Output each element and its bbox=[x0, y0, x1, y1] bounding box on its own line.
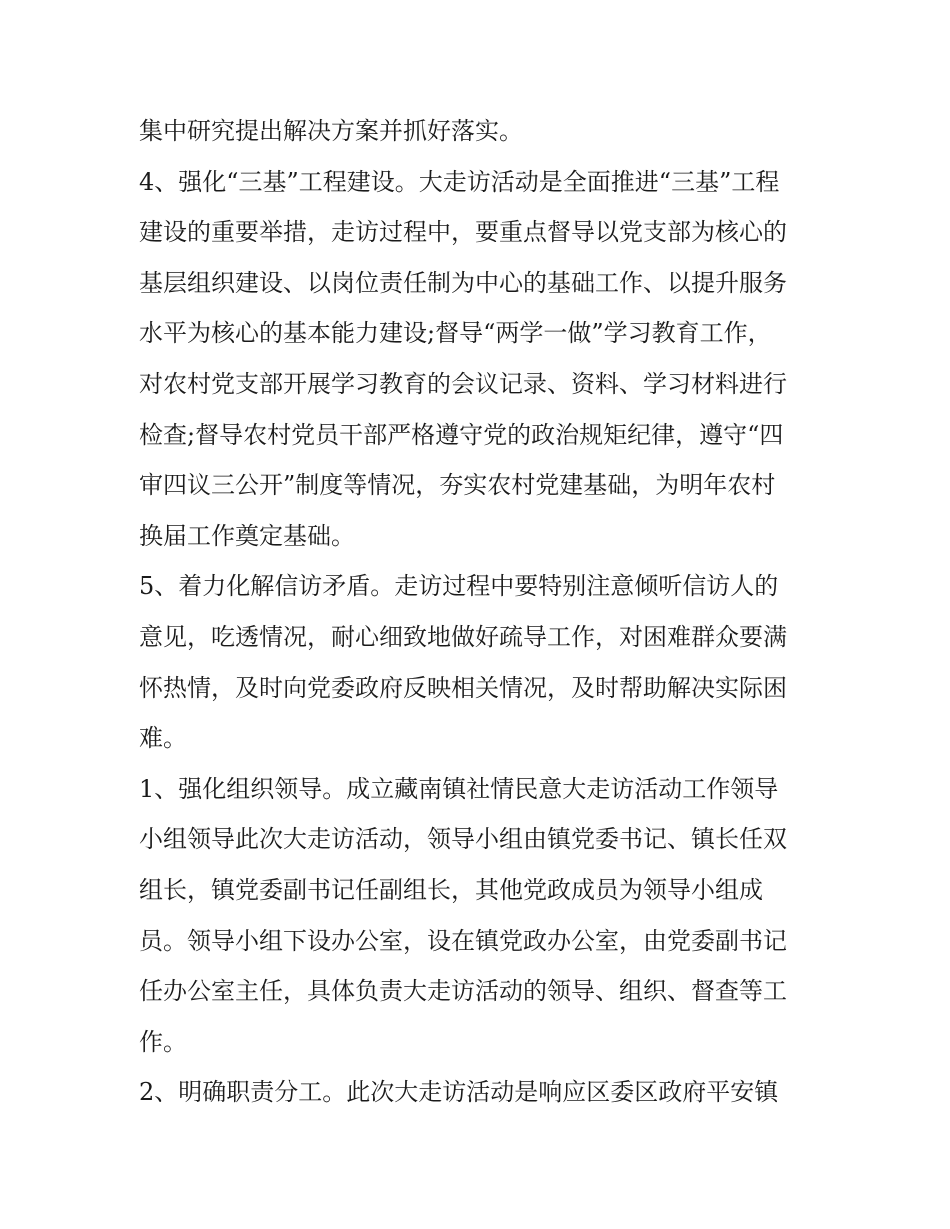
text-line: 1、强化组织领导。成立藏南镇社情民意大走访活动工作领导 bbox=[139, 774, 779, 803]
text-line: 难。 bbox=[139, 724, 187, 753]
text-line: 2、明确职责分工。此次大走访活动是响应区委区政府平安镇 bbox=[139, 1078, 779, 1107]
text-line: 审四议三公开”制度等情况，夯实农村党建基础，为明年农村 bbox=[139, 471, 776, 500]
text-line: 员。领导小组下设办公室，设在镇党政办公室，由党委副书记 bbox=[139, 926, 787, 955]
text-line: 组长，镇党委副书记任副组长，其他党政成员为领导小组成 bbox=[139, 875, 763, 904]
text-line: 作。 bbox=[139, 1027, 187, 1056]
text-line: 集中研究提出解决方案并抓好落实。 bbox=[139, 117, 523, 145]
text-line: 5、着力化解信访矛盾。走访过程中要特别注意倾听信访人的 bbox=[139, 572, 779, 601]
text-line: 水平为核心的基本能力建设;督导“两学一做”学习教育工作， bbox=[139, 319, 772, 348]
text-line: 小组领导此次大走访活动，领导小组由镇党委书记、镇长任双 bbox=[139, 825, 787, 854]
text-line: 检查;督导农村党员干部严格遵守党的政治规矩纪律，遵守“四 bbox=[139, 420, 784, 449]
text-line: 建设的重要举措，走访过程中，要重点督导以党支部为核心的 bbox=[139, 218, 787, 247]
text-line: 怀热情，及时向党委政府反映相关情况，及时帮助解决实际困 bbox=[139, 673, 787, 702]
document-body bbox=[139, 106, 819, 1118]
text-line: 换届工作奠定基础。 bbox=[139, 521, 355, 550]
text-line: 基层组织建设、以岗位责任制为中心的基础工作、以提升服务 bbox=[139, 268, 787, 297]
text-line: 对农村党支部开展学习教育的会议记录、资料、学习材料进行 bbox=[139, 369, 787, 398]
text-line: 任办公室主任，具体负责大走访活动的领导、组织、督查等工 bbox=[139, 977, 787, 1006]
text-line: 4、强化“三基”工程建设。大走访活动是全面推进“三基”工程 bbox=[139, 167, 780, 196]
text-line: 意见，吃透情况，耐心细致地做好疏导工作，对困难群众要满 bbox=[139, 622, 787, 651]
